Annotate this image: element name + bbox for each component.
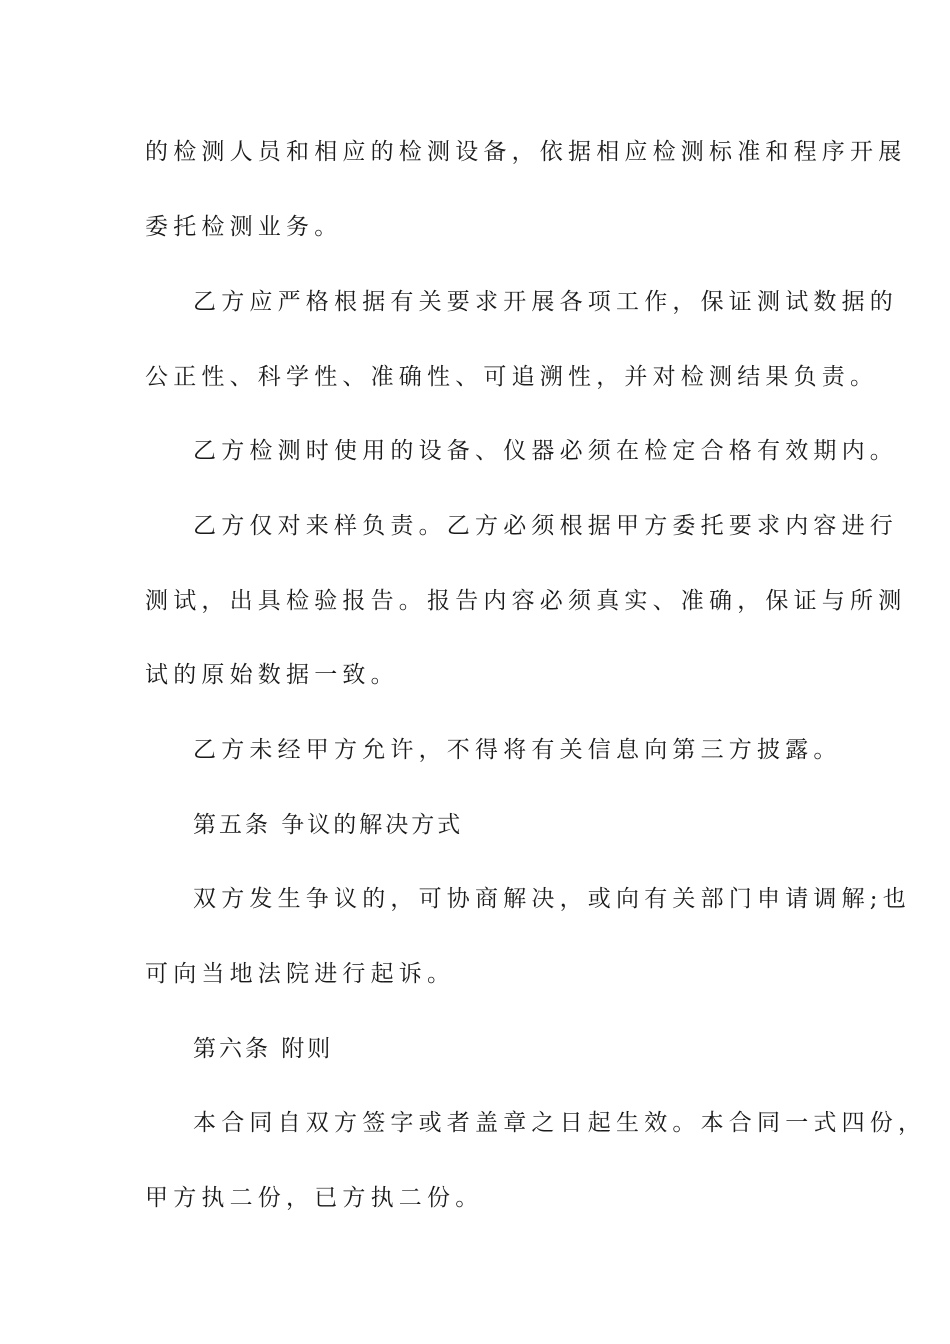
paragraph-line: 的检测人员和相应的检测设备，依据相应检测标准和程序开展 [145, 139, 907, 165]
paragraph-line: 乙方检测时使用的设备、仪器必须在检定合格有效期内。 [193, 438, 898, 464]
paragraph-line: 公正性、科学性、准确性、可追溯性，并对检测结果负责。 [145, 364, 879, 390]
paragraph-line: 试的原始数据一致。 [145, 662, 399, 688]
paragraph-line: 乙方应严格根据有关要求开展各项工作，保证测试数据的 [193, 289, 898, 315]
paragraph-line: 双方发生争议的，可协商解决，或向有关部门申请调解;也 [193, 886, 911, 912]
paragraph-line: 乙方未经甲方允许，不得将有关信息向第三方披露。 [193, 737, 842, 763]
paragraph-line: 委托检测业务。 [145, 214, 343, 240]
paragraph-line: 测试，出具检验报告。报告内容必须真实、准确，保证与所测 [145, 588, 907, 614]
paragraph-line: 可向当地法院进行起诉。 [145, 961, 456, 987]
section-heading: 第六条 附则 [193, 1036, 334, 1062]
paragraph-line: 本合同自双方签字或者盖章之日起生效。本合同一式四份， [193, 1110, 927, 1136]
section-heading: 第五条 争议的解决方式 [193, 812, 464, 838]
paragraph-line: 乙方仅对来样负责。乙方必须根据甲方委托要求内容进行 [193, 513, 898, 539]
paragraph-line: 甲方执二份，已方执二份。 [145, 1185, 484, 1211]
